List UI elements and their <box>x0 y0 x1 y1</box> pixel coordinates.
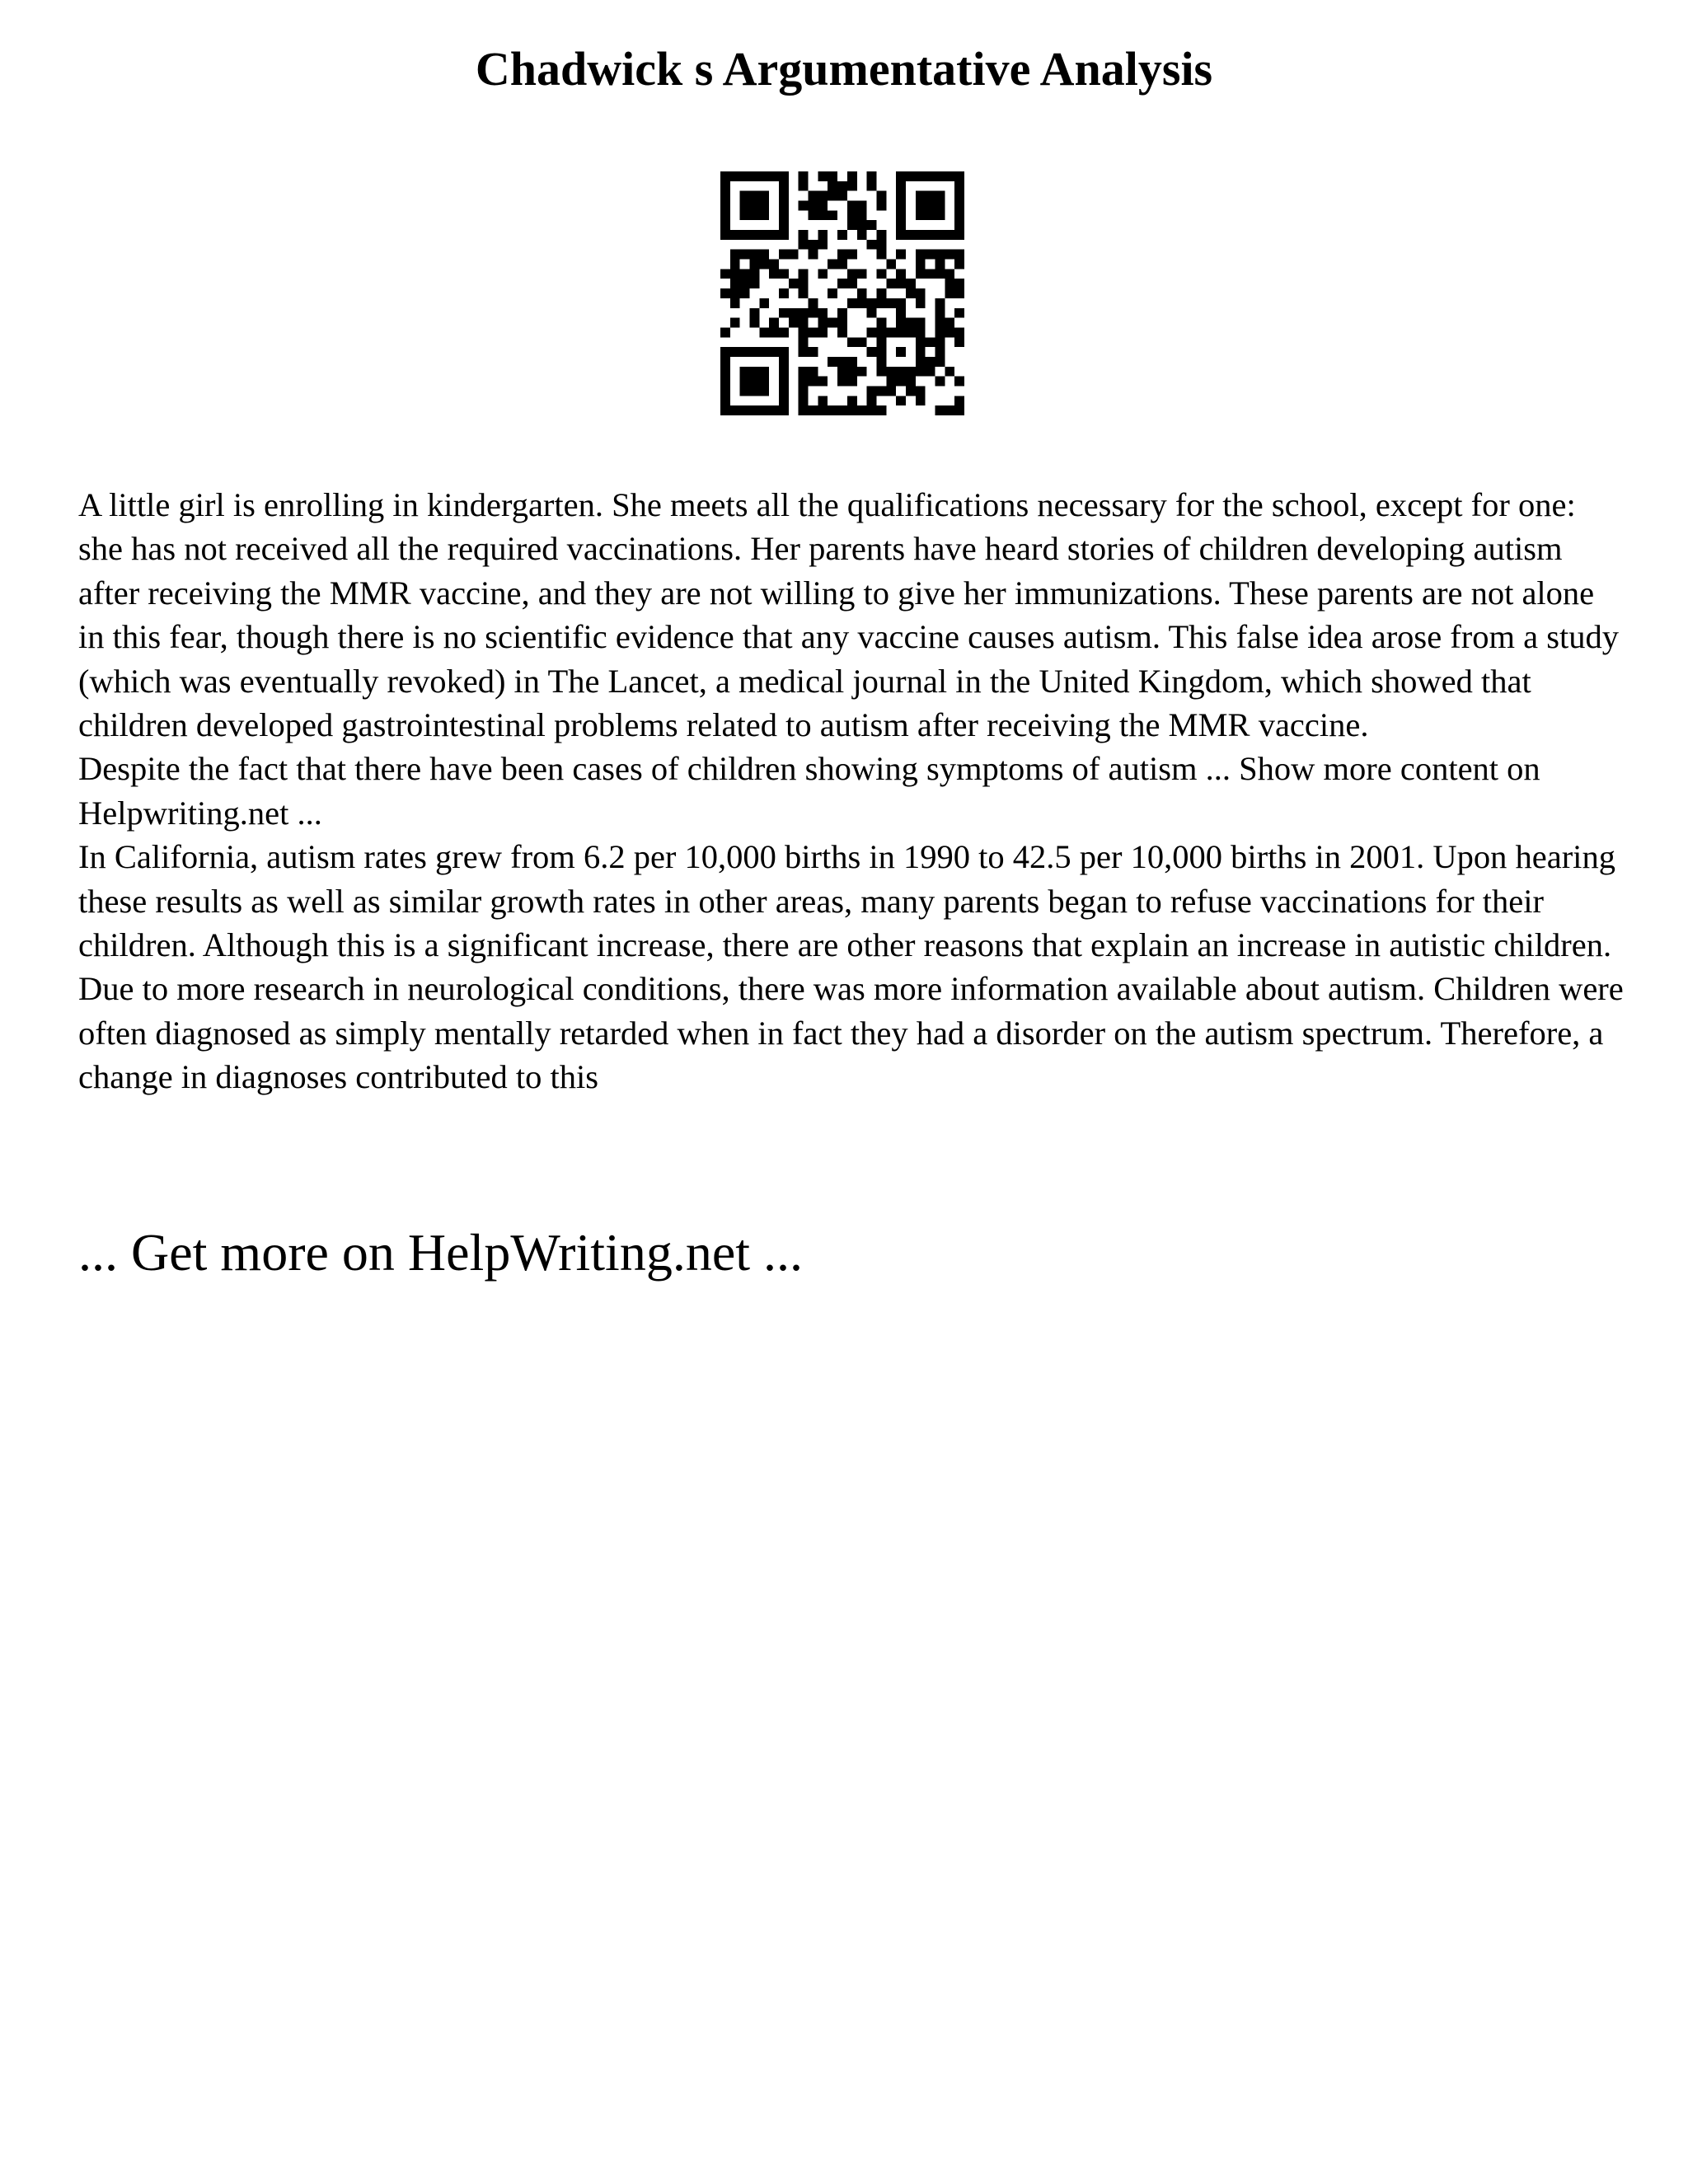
paragraph-3: In California, autism rates grew from 6.2 per 10,000 births in 1990 to 42.5 per 10,000 births in 2001. Upon hearing these results as well as similar growth rates in other areas, many parents began to refuse vaccinations for their children. Although this is a significant increase, there are other reasons that explain an increase in autistic children. Due to more research in neurological conditions, there was more information available about autism. Children were often diagnosed as simply mentally retarded when in fact they had a disorder on the autism spectrum. Therefore, a change in diagnoses contributed to this <box>78 838 1624 1096</box>
paragraph-2: Despite the fact that there have been cases of children showing symptoms of autism ... Show more content on Helpwriting.net ... <box>78 750 1540 832</box>
qr-code-icon <box>720 171 964 415</box>
get-more-link[interactable]: ... Get more on HelpWriting.net ... <box>78 1223 803 1282</box>
article-body <box>78 483 1628 1099</box>
paragraph-1: A little girl is enrolling in kindergarten. She meets all the qualifications necessary for the school, except for one: she has not received all the required vaccinations. Her parents have heard stories of children developing autism after receiving the MMR vaccine, and they are not willing to give her immunizations. These parents are not alone in this fear, though there is no scientific evidence that any vaccine causes autism. This false idea arose from a study (which was eventually revoked) in The Lancet, a medical journal in the United Kingdom, which showed that children developed gastrointestinal problems related to autism after receiving the MMR vaccine. <box>78 486 1620 744</box>
page-title: Chadwick s Argumentative Analysis <box>475 42 1213 96</box>
